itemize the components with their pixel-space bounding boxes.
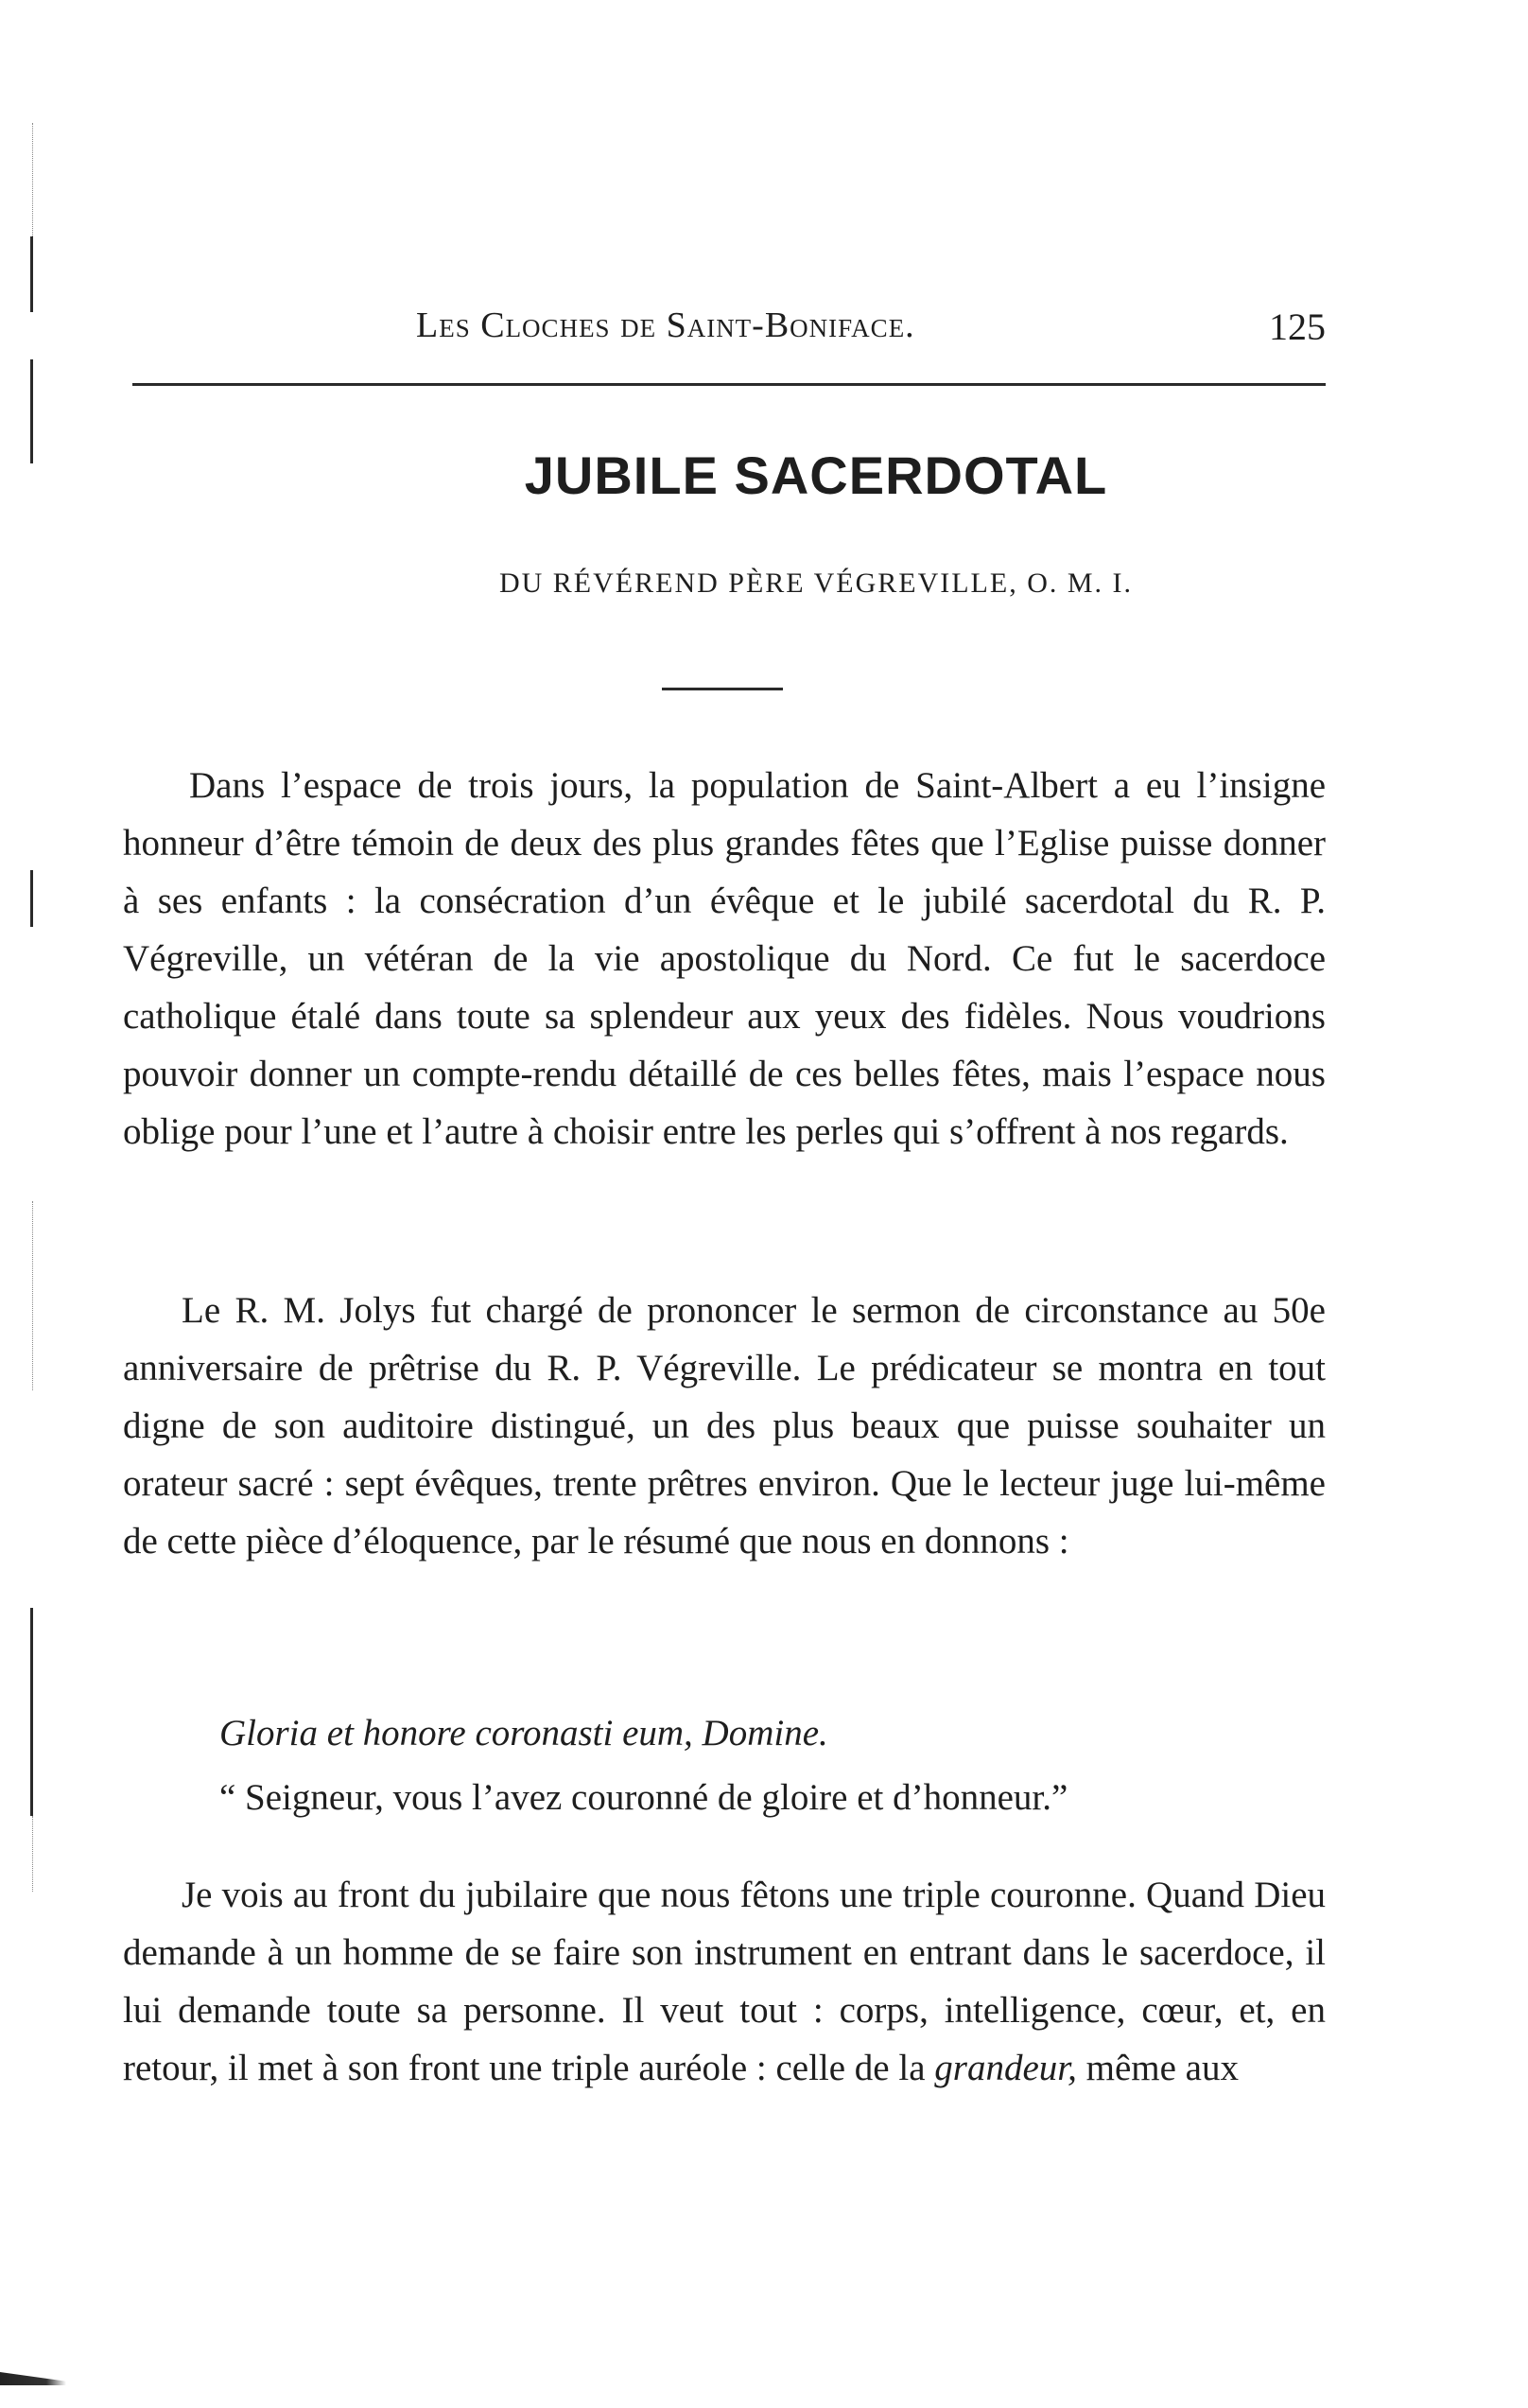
paragraph-3-text-end: même aux (1076, 2048, 1239, 2088)
paragraph-1: Dans l’espace de trois jours, la population de Saint-Albert a eu l’insigne honneur d’être témoin de deux des plus grandes fêtes que l’Eglise puisse donner à ses enfants : la consécration d’un évêque et le jubilé sacerdotal du R. P. Végreville, un vétéran de la vie apostolique du Nord. Ce fut le sacerdoce catholique étalé dans toute sa splendeur aux yeux des fidèles. Nous voudrions pouvoir donner un compte-rendu détaillé de ces belles fêtes, mais l’espace nous oblige pour l’une et l’autre à choisir entre les perles qui s’offrent à nos regards. (123, 765, 1326, 1152)
scan-edge-dots (32, 1816, 34, 1892)
paragraph-3-text-start: Je vois au front du jubilaire que nous fêtons une triple couronne. Quand Dieu demande à un homme de se faire son instrument en entrant dans le sacerdoce, il lui demande toute sa personne. Il veut tout : corps, intelligence, cœur, et, en retour, il met à son front une triple auréole : celle de la (123, 1875, 1326, 2088)
header-rule (132, 383, 1326, 386)
latin-quotation: Gloria et honore coronasti eum, Domine. (219, 1713, 828, 1754)
scan-edge-mark (30, 1608, 33, 1816)
paragraph-2: Le R. M. Jolys fut chargé de prononcer le sermon de circonstance au 50e anniversaire de prêtrise du R. P. Végreville. Le prédicateur se montra en tout digne de son auditoire distingué, un des plus beaux que puisse souhaiter un orateur sacré : sept évêques, trente prêtres environ. Que le lecteur juge lui-même de cette pièce d’éloquence, par le résumé que nous en donnons : (123, 1290, 1326, 1562)
section-divider (662, 688, 783, 690)
french-quotation: “ Seigneur, vous l’avez couronné de gloire et d’honneur.” (219, 1777, 1068, 1818)
article-title: JUBILE SACERDOTAL (524, 445, 1108, 505)
paragraph-3 (123, 1866, 1326, 2097)
running-title: Les Cloches de Saint-Boniface. (416, 305, 915, 345)
page-number: 125 (1269, 305, 1326, 348)
scan-edge-dots (32, 123, 34, 236)
scan-edge-mark (30, 870, 33, 927)
scan-edge-dots (32, 1201, 34, 1390)
scan-corner-mark (0, 2372, 66, 2385)
running-head (132, 305, 1326, 361)
paragraph-3-emphasis: grandeur, (934, 2048, 1077, 2088)
scan-edge-mark (30, 236, 33, 312)
article-subtitle: DU RÉVÉREND PÈRE VÉGREVILLE, O. M. I. (498, 567, 1134, 599)
